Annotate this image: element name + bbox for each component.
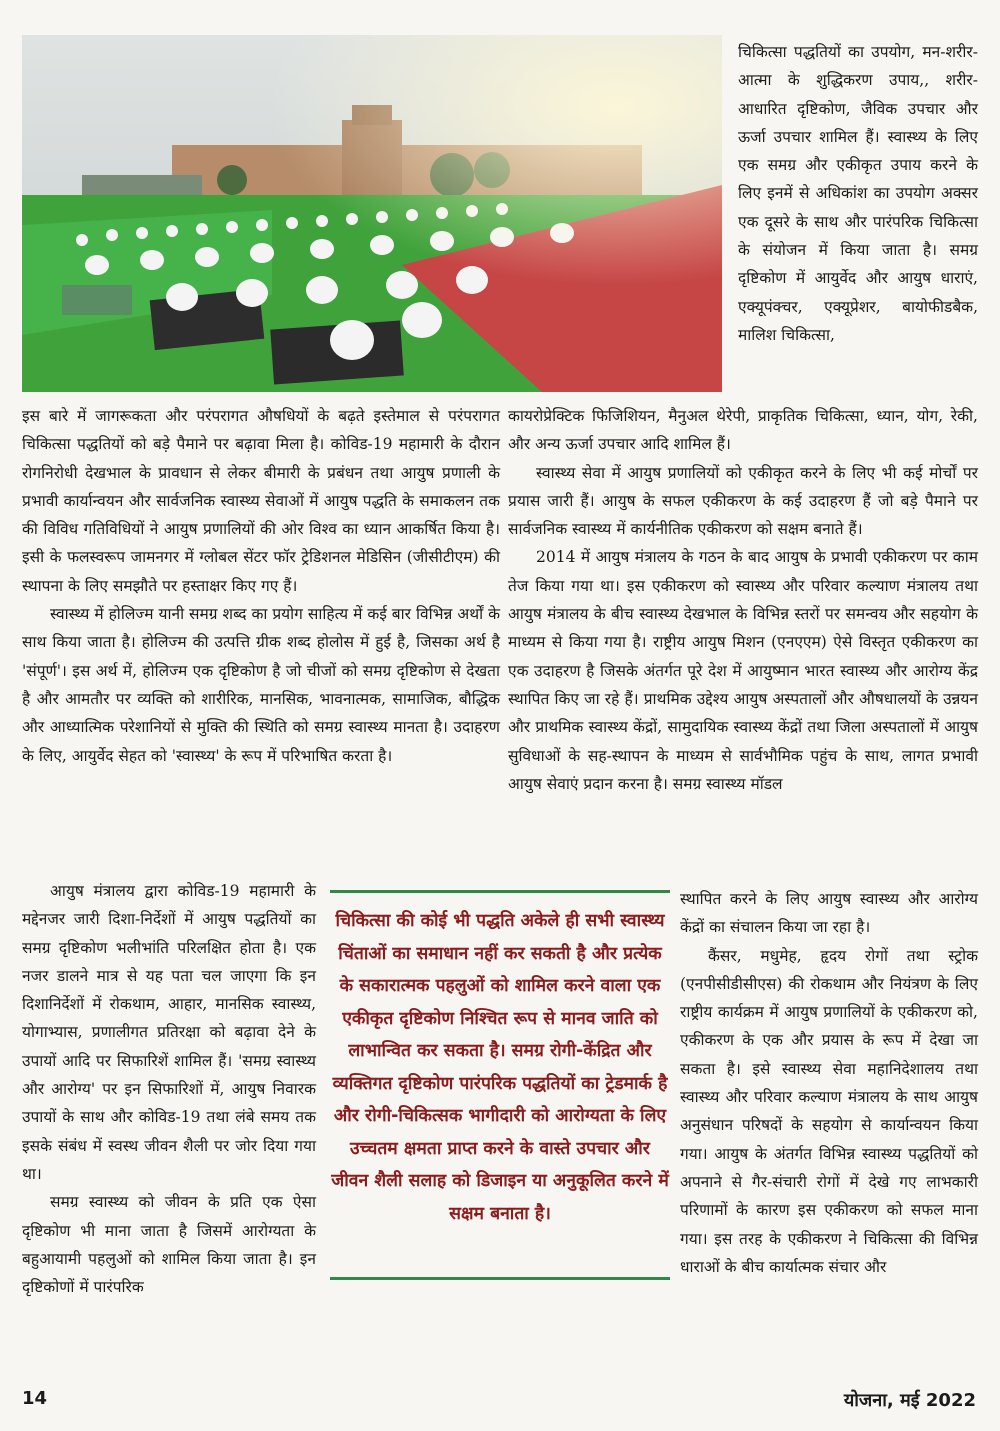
yoga-event-photo	[22, 35, 722, 392]
body-paragraph: 2014 में आयुष मंत्रालय के गठन के बाद आयुष के प्रभावी एकीकरण पर काम तेज किया गया था। इस एकीकरण को स्वास्थ्य और परिवार कल्याण मंत्रालय तथा आयुष मंत्रालय के बीच स्वास्थ्य देखभाल के विभिन्न स्तरों पर समन्वय और सहयोग के माध्यम से किया गया है। राष्ट्रीय आयुष मिशन (एनएएम) ऐसे विस्तृत एकीकरण का एक उदाहरण है जिसके अंतर्गत पूरे देश में आयुष्मान भारत स्वास्थ्य और आरोग्य केंद्र स्थापित किए जा रहे हैं। प्राथमिक उद्देश्य आयुष अस्पतालों और औषधालयों के उन्नयन और प्राथमिक स्वास्थ्य केंद्रों, सामुदायिक स्वास्थ्य केंद्रों तथा जिला अस्पतालों में आयुष सुविधाओं के सह-स्थापन के माध्यम से सार्वभौमिक पहुंच के साथ, लागत प्रभावी आयुष सेवाएं प्रदान करना है। समग्र स्वास्थ्य मॉडल	[508, 548, 978, 793]
article-column-left-lower	[22, 877, 316, 1301]
article-column-right-lower	[680, 885, 978, 1281]
body-paragraph: इस बारे में जागरूकता और परंपरागत औषधियों के बढ़ते इस्तेमाल से परंपरागत चिकित्सा पद्धतियों को बड़े पैमाने पर बढ़ावा मिला है। कोविड-19 महामारी के दौरान रोगनिरोधी देखभाल के प्रावधान से लेकर बीमारी के प्रबंधन तथा आयुष प्रणाली के प्रभावी कार्यान्वयन और सार्वजनिक स्वास्थ्य सेवाओं में आयुष पद्धति के समाकलन तक की विविध गतिविधियों ने आयुष प्रणालियों की ओर विश्व का ध्यान आकर्षित किया है। इसी के फलस्वरूप जामनगर में ग्लोबल सेंटर फॉर ट्रेडिशनल मेडिसिन (जीसीटीएम) की स्थापना के लिए समझौते पर हस्ताक्षर किए गए हैं।	[22, 407, 500, 595]
body-paragraph: कैंसर, मधुमेह, हृदय रोगों तथा स्ट्रोक (एनपीसीडीसीएस) की रोकथाम और नियंत्रण के लिए राष्ट्रीय कार्यक्रम में आयुष प्रणालियों के एकीकरण को, एकीकरण के एक और प्रयास के रूप में देखा जा सकता है। इसे स्वास्थ्य सेवा महानिदेशालय तथा स्वास्थ्य और परिवार कल्याण मंत्रालय के साथ आयुष अनुसंधान परिषदों के सहयोग से कार्यान्वयन किया गया। आयुष के अंतर्गत विभिन्न स्वास्थ्य पद्धतियों को अपनाने से गैर-संचारी रोगों में देखे गए लाभकारी परिणामों के कारण इस एकीकरण को सफल माना गया। इस तरह के एकीकरण ने चिकित्सा की विभिन्न धाराओं के बीच कार्यात्मक संचार और	[680, 946, 978, 1276]
body-paragraph: कायरोप्रेक्टिक फिजिशियन, मैनुअल थेरेपी, प्राकृतिक चिकित्सा, ध्यान, योग, रेकी, और अन्य ऊर्जा उपचार आदि शामिल हैं।	[508, 407, 978, 454]
article-column-right-middle	[508, 402, 978, 798]
magazine-footer-title: योजना, मई 2022	[843, 1390, 976, 1411]
pull-quote-box	[330, 890, 670, 1280]
yoga-crowd-illustration	[22, 35, 722, 392]
article-column-top-right	[738, 38, 978, 349]
body-paragraph: आयुष मंत्रालय द्वारा कोविड-19 महामारी के मद्देनजर जारी दिशा-निर्देशों में आयुष पद्धतियों का समग्र दृष्टिकोण भलीभांति परिलक्षित होता है। एक नजर डालने मात्र से यह पता चल जाएगा कि इन दिशानिर्देशों में रोकथाम, आहार, मानसिक स्वास्थ्य, योगाभ्यास, प्रणालीगत प्रतिरक्षा को बढ़ावा देने के उपायों आदि पर सिफारिशें शामिल हैं। 'समग्र स्वास्थ्य और आरोग्य' पर इन सिफारिशों में, आयुष निवारक उपायों के साथ और कोविड-19 तथा लंबे समय तक इसके संबंध में स्वस्थ जीवन शैली पर जोर दिया गया था।	[22, 882, 316, 1183]
body-paragraph: चिकित्सा पद्धतियों का उपयोग, मन-शरीर-आत्मा के शुद्धिकरण उपाय,, शरीर-आधारित दृष्टिकोण, जैविक उपचार और ऊर्जा उपचार शामिल हैं। स्वास्थ्य के लिए एक समग्र और एकीकृत उपाय करने के लिए इनमें से अधिकांश का उपयोग अक्सर एक दूसरे के साथ और पारंपरिक चिकित्सा के संयोजन में किया जाता है। समग्र दृष्टिकोण में आयुर्वेद और आयुष धाराएं, एक्यूपंक्चर, एक्यूप्रेशर, बायोफीडबैक, मालिश चिकित्सा,	[738, 43, 978, 344]
body-paragraph: स्वास्थ्य सेवा में आयुष प्रणालियों को एकीकृत करने के लिए भी कई मोर्चों पर प्रयास जारी हैं। आयुष के सफल एकीकरण के कई उदाहरण हैं जो बड़े पैमाने पर सार्वजनिक स्वास्थ्य में कार्यनीतिक एकीकरण को सक्षम बनाते हैं।	[508, 463, 978, 539]
body-paragraph: समग्र स्वास्थ्य को जीवन के प्रति एक ऐसा दृष्टिकोण भी माना जाता है जिसमें आरोग्यता के बहुआयामी पहलुओं को शामिल किया जाता है। इन दृष्टिकोणों में पारंपरिक	[22, 1193, 316, 1297]
page-number: 14	[22, 1388, 48, 1409]
article-column-left-middle	[22, 402, 500, 770]
body-paragraph: स्थापित करने के लिए आयुष स्वास्थ्य और आरोग्य केंद्रों का संचालन किया जा रहा है।	[680, 890, 978, 937]
pull-quote-text: चिकित्सा की कोई भी पद्धति अकेले ही सभी स्वास्थ्य चिंताओं का समाधान नहीं कर सकती है और प्रत्येक के सकारात्मक पहलुओं को शामिल करने वाला एक एकीकृत दृष्टिकोण निश्चित रूप से मानव जाति को लाभान्वित कर सकता है। समग्र रोगी-केंद्रित और व्यक्तिगत दृष्टिकोण पारंपरिक पद्धतियों का ट्रेडमार्क है और रोगी-चिकित्सक भागीदारी को आरोग्यता के लिए उच्चतम क्षमता प्राप्त करने के वास्ते उपचार और जीवन शैली सलाह को डिजाइन या अनुकूलित करने में सक्षम बनाता है।	[331, 911, 669, 1224]
body-paragraph: स्वास्थ्य में होलिज्म यानी समग्र शब्द का प्रयोग साहित्य में कई बार विभिन्न अर्थों के साथ किया जाता है। होलिज्म की उत्पत्ति ग्रीक शब्द होलोस में हुई है, जिसका अर्थ है 'संपूर्ण'। इस अर्थ में, होलिज्म एक दृष्टिकोण है जो चीजों को समग्र दृष्टिकोण से देखता है और आमतौर पर व्यक्ति को शारीरिक, मानसिक, भावनात्मक, सामाजिक, बौद्धिक और आध्यात्मिक परेशानियों से मुक्ति की स्थिति को समग्र स्वास्थ्य मानता है। उदाहरण के लिए, आयुर्वेद सेहत को 'स्वास्थ्य' के रूप में परिभाषित करता है।	[22, 605, 500, 765]
